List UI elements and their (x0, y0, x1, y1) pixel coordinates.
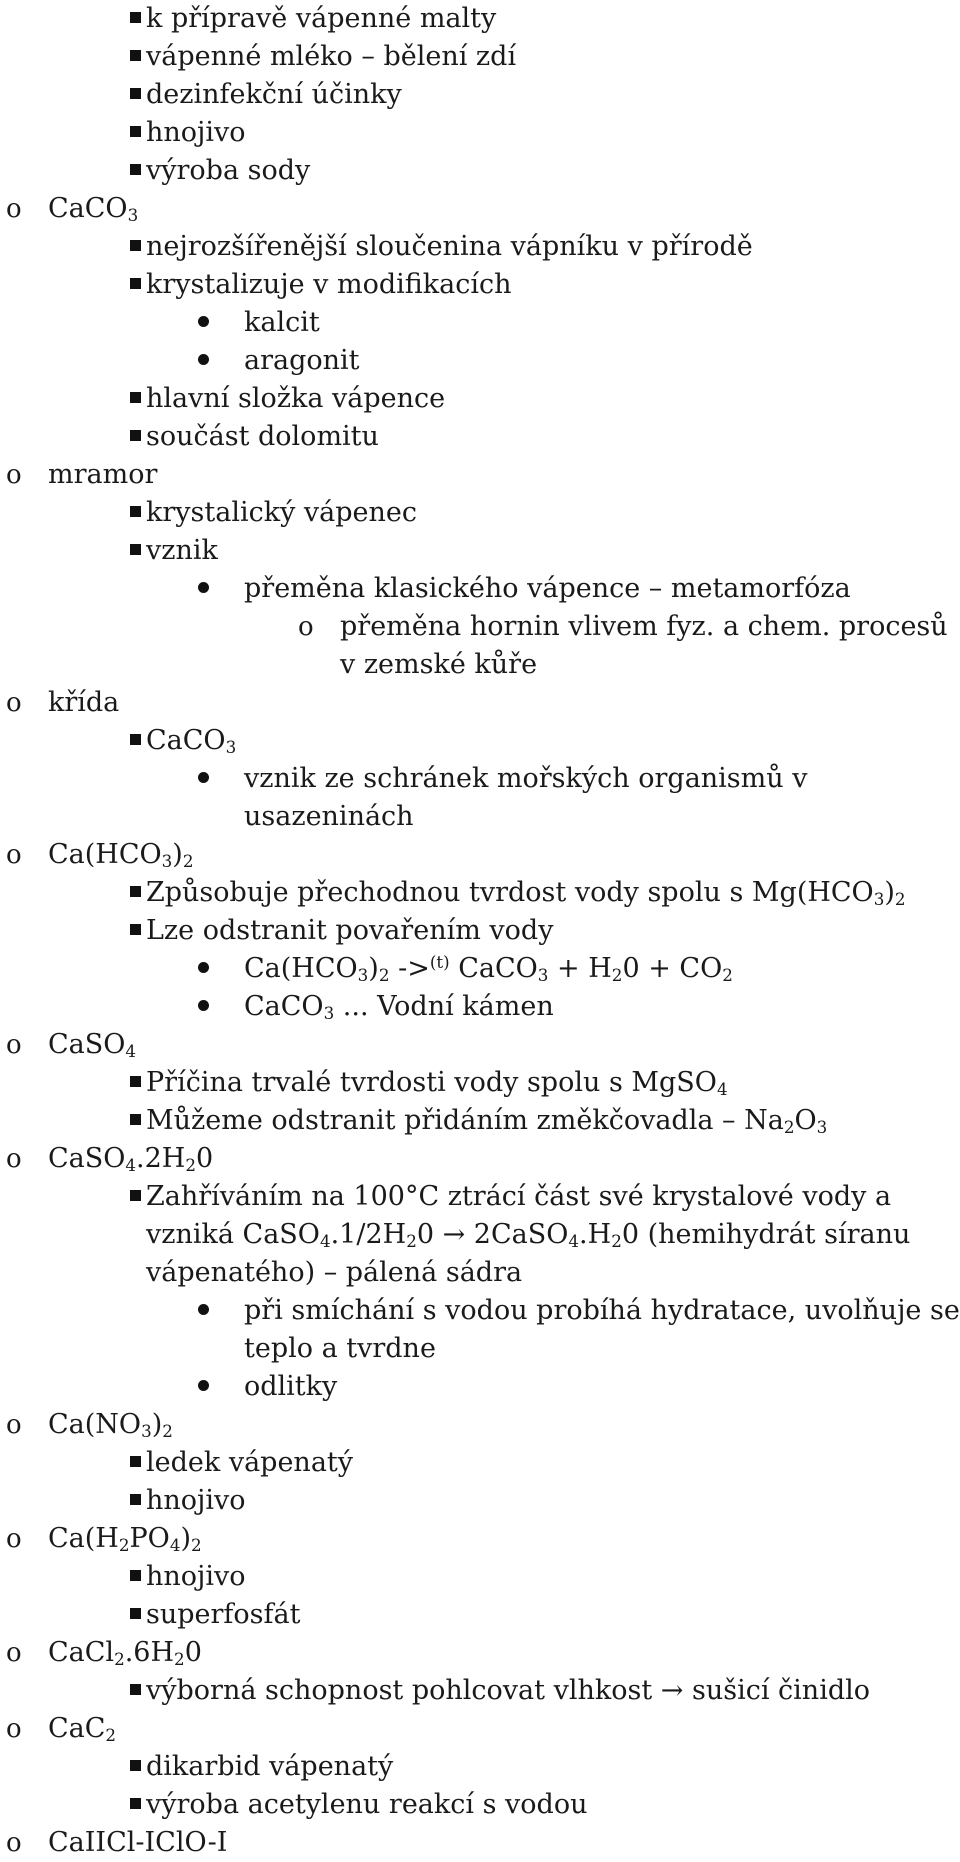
circle-bullet-icon: o (6, 1410, 22, 1440)
dot-bullet-icon (198, 582, 209, 593)
outline-item-text (244, 988, 554, 1026)
circle-bullet-icon: o (6, 1828, 22, 1858)
subscript-run: 2 (185, 1155, 197, 1176)
text-run: superfosfát (146, 1599, 301, 1630)
outline-item-text (146, 1254, 522, 1292)
square-bullet-icon (130, 1190, 141, 1201)
outline-item (0, 760, 960, 798)
subscript-run: 2 (162, 1421, 173, 1442)
text-run: .H (579, 1219, 612, 1250)
outline-item-text (146, 1558, 246, 1596)
outline-item-text (48, 190, 138, 228)
text-run: Lze odstranit povařením vody (146, 915, 554, 946)
outline-item (0, 1292, 960, 1330)
text-run: Ca(NO (48, 1409, 142, 1440)
subscript-run: 3 (127, 205, 139, 226)
text-run: CaIICl-IClO-I (48, 1827, 228, 1858)
text-run: vápenatého) – pálená sádra (146, 1257, 523, 1288)
outline-item (0, 1596, 960, 1634)
text-run: hnojivo (146, 1561, 246, 1592)
outline-item (0, 456, 960, 494)
text-run: 0 (196, 1143, 214, 1174)
text-run: Můžeme odstranit přidáním změkčovadla – Na (146, 1105, 784, 1136)
text-run: CaSO (48, 1029, 126, 1060)
subscript-run: 3 (323, 1003, 335, 1024)
outline-item-text (146, 76, 402, 114)
outline-item (0, 1368, 960, 1406)
outline-item-text (48, 836, 194, 874)
outline-item-text (48, 1634, 202, 1672)
outline-item (0, 684, 960, 722)
outline-item-text (244, 304, 320, 342)
outline-item-text (244, 950, 733, 988)
text-run: výborná schopnost pohlcovat vlhkost → sušicí činidlo (146, 1675, 871, 1706)
text-run: .6H (124, 1637, 175, 1668)
text-run: výroba acetylenu reakcí s vodou (146, 1789, 588, 1820)
text-run: Příčina trvalé tvrdosti vody spolu s MgSO (146, 1067, 717, 1098)
outline-item (0, 1748, 960, 1786)
text-run: Způsobuje přechodnou tvrdost vody spolu s Mg(HCO (146, 877, 874, 908)
text-run: vzniká CaSO (146, 1219, 320, 1250)
outline-item (0, 494, 960, 532)
outline-item (0, 1064, 960, 1102)
text-run: teplo a tvrdne (244, 1333, 436, 1364)
dot-bullet-icon (198, 962, 209, 973)
outline-item-text (146, 266, 512, 304)
text-run: -> (389, 953, 430, 984)
outline-item-text (146, 874, 906, 912)
dot-bullet-icon (198, 1304, 209, 1315)
outline-item (0, 874, 960, 912)
outline-item-text (244, 342, 360, 380)
subscript-run: 3 (873, 889, 885, 910)
subscript-run: 2 (611, 1231, 622, 1252)
text-run: hnojivo (146, 1485, 246, 1516)
outline-item (0, 0, 960, 38)
outline-item (0, 1786, 960, 1824)
subscript-run: 2 (722, 965, 733, 986)
outline-item-text (146, 1748, 393, 1786)
outline-item (0, 304, 960, 342)
outline-item (0, 380, 960, 418)
subscript-run: 4 (125, 1155, 137, 1176)
text-run: výroba sody (146, 155, 311, 186)
text-run: aragonit (244, 345, 360, 376)
outline-item-text (244, 1368, 337, 1406)
outline-item-text (48, 1140, 213, 1178)
supscript-run: (t) (429, 951, 450, 972)
text-run: ) (884, 877, 895, 908)
outline-item (0, 1406, 960, 1444)
outline-item (0, 1178, 960, 1216)
subscript-run: 2 (378, 965, 390, 986)
subscript-run: 2 (191, 1535, 202, 1556)
text-run: vznik (146, 535, 218, 566)
outline-item (0, 1672, 960, 1710)
square-bullet-icon (130, 392, 141, 403)
square-bullet-icon (130, 88, 141, 99)
text-run: k přípravě vápenné malty (146, 3, 497, 34)
subscript-run: 3 (225, 737, 237, 758)
outline-item (0, 1026, 960, 1064)
outline-item-text (244, 1330, 436, 1368)
outline-item-text (48, 1406, 173, 1444)
square-bullet-icon (130, 544, 141, 555)
outline-item (0, 1824, 960, 1862)
subscript-run: 3 (357, 965, 369, 986)
text-run: ) (172, 839, 183, 870)
subscript-run: 4 (568, 1231, 580, 1252)
dot-bullet-icon (198, 1380, 209, 1391)
subscript-run: 4 (716, 1079, 728, 1100)
outline-item (0, 798, 960, 836)
text-run: vápenné mléko – bělení zdí (146, 41, 517, 72)
subscript-run: 3 (161, 851, 173, 872)
outline-item (0, 1520, 960, 1558)
square-bullet-icon (130, 1608, 141, 1619)
outline-item-text (244, 570, 851, 608)
subscript-run: 2 (406, 1231, 417, 1252)
subscript-run: 2 (105, 1725, 117, 1746)
text-run: ) (151, 1409, 163, 1440)
text-run: PO (129, 1523, 170, 1554)
text-run: součást dolomitu (146, 421, 379, 452)
outline-item (0, 76, 960, 114)
subscript-run: 3 (537, 965, 549, 986)
square-bullet-icon (130, 50, 141, 61)
square-bullet-icon (130, 430, 141, 441)
outline-item-text (146, 1064, 728, 1102)
square-bullet-icon (130, 1076, 141, 1087)
text-run: 0 (184, 1637, 202, 1668)
outline-item (0, 1634, 960, 1672)
outline-item-text (340, 646, 537, 684)
outline-item-text (244, 1292, 960, 1330)
subscript-run: 2 (174, 1649, 185, 1670)
square-bullet-icon (130, 1114, 141, 1125)
text-run: hnojivo (146, 117, 246, 148)
square-bullet-icon (130, 1456, 141, 1467)
subscript-run: 3 (141, 1421, 152, 1442)
outline-item-text (146, 152, 310, 190)
outline-item (0, 722, 960, 760)
outline-item-text (146, 418, 379, 456)
subscript-run: 2 (114, 1649, 125, 1670)
outline-item-text (48, 1520, 202, 1558)
outline-item-text (146, 1482, 246, 1520)
text-run: usazeninách (244, 801, 414, 832)
text-run: nejrozšířenější sloučenina vápníku v přírodě (146, 231, 753, 262)
square-bullet-icon (130, 886, 141, 897)
text-run: ... Vodní kámen (334, 991, 554, 1022)
outline-item (0, 228, 960, 266)
outline-item-text (48, 1824, 227, 1862)
circle-bullet-icon: o (298, 612, 314, 642)
outline-item-text (48, 684, 119, 722)
square-bullet-icon (130, 240, 141, 251)
square-bullet-icon (130, 1684, 141, 1695)
outline-item (0, 1216, 960, 1254)
outline-item (0, 836, 960, 874)
circle-bullet-icon: o (6, 840, 22, 870)
text-run: vznik ze schránek mořských organismů v (244, 763, 808, 794)
outline-item-text (146, 1786, 587, 1824)
text-run: ) (180, 1523, 192, 1554)
subscript-run: 3 (816, 1117, 828, 1138)
square-bullet-icon (130, 1570, 141, 1581)
outline-item-text (146, 228, 753, 266)
outline-item-text (48, 1710, 116, 1748)
outline-item-text (146, 912, 553, 950)
outline-item (0, 988, 960, 1026)
text-run: CaCO (146, 725, 226, 756)
text-run: Ca(H (48, 1523, 119, 1554)
outline-item (0, 1330, 960, 1368)
circle-bullet-icon: o (6, 460, 22, 490)
outline-item (0, 646, 960, 684)
outline-item (0, 950, 960, 988)
text-run: krystalizuje v modifikacích (146, 269, 512, 300)
outline-item-text (48, 1026, 136, 1064)
dot-bullet-icon (198, 1000, 209, 1011)
text-run: dikarbid vápenatý (146, 1751, 394, 1782)
text-run: CaCO (48, 193, 128, 224)
square-bullet-icon (130, 1494, 141, 1505)
subscript-run: 2 (611, 965, 623, 986)
outline-item-text (146, 494, 417, 532)
outline-item (0, 190, 960, 228)
dot-bullet-icon (198, 354, 209, 365)
text-run: přeměna hornin vlivem fyz. a chem. procesů (340, 611, 948, 642)
outline-item (0, 418, 960, 456)
text-run: 0 + CO (622, 953, 723, 984)
square-bullet-icon (130, 734, 141, 745)
dot-bullet-icon (198, 316, 209, 327)
text-run: přeměna klasického vápence – metamorfóza (244, 573, 851, 604)
square-bullet-icon (130, 1798, 141, 1809)
circle-bullet-icon: o (6, 1144, 22, 1174)
outline-item (0, 1710, 960, 1748)
circle-bullet-icon: o (6, 1030, 22, 1060)
outline-item (0, 342, 960, 380)
text-run: CaC (48, 1713, 106, 1744)
outline-item-text (146, 0, 496, 38)
text-run: Zahříváním na 100°C ztrácí část své krystalové vody a (146, 1181, 892, 1212)
text-run: .1/2H (330, 1219, 407, 1250)
outline-item (0, 1482, 960, 1520)
text-run: odlitky (244, 1371, 338, 1402)
text-run: + H (548, 953, 612, 984)
text-run: CaCO (449, 953, 538, 984)
outline-item-text (146, 1216, 910, 1254)
outline-item (0, 1444, 960, 1482)
circle-bullet-icon: o (6, 194, 22, 224)
outline-item-text (146, 1102, 827, 1140)
square-bullet-icon (130, 126, 141, 137)
text-run: v zemské kůře (340, 649, 538, 680)
circle-bullet-icon: o (6, 1638, 22, 1668)
outline-item-text (146, 532, 218, 570)
text-run: krystalický vápenec (146, 497, 418, 528)
text-run: mramor (48, 459, 158, 490)
outline-item-text (146, 1444, 353, 1482)
text-run: O (794, 1105, 817, 1136)
outline-item-text (146, 722, 236, 760)
square-bullet-icon (130, 1760, 141, 1771)
subscript-run: 4 (169, 1535, 181, 1556)
circle-bullet-icon: o (6, 1524, 22, 1554)
square-bullet-icon (130, 278, 141, 289)
subscript-run: 2 (894, 889, 906, 910)
circle-bullet-icon: o (6, 688, 22, 718)
outline-item-text (146, 380, 445, 418)
outline-item (0, 532, 960, 570)
dot-bullet-icon (198, 772, 209, 783)
outline-item (0, 1140, 960, 1178)
outline-item (0, 1254, 960, 1292)
square-bullet-icon (130, 164, 141, 175)
subscript-run: 2 (118, 1535, 130, 1556)
text-run: ledek vápenatý (146, 1447, 354, 1478)
square-bullet-icon (130, 12, 141, 23)
outline-item-text (146, 1596, 300, 1634)
outline-item (0, 570, 960, 608)
outline-item-text (146, 1672, 870, 1710)
outline-item (0, 266, 960, 304)
circle-bullet-icon: o (6, 1714, 22, 1744)
subscript-run: 2 (182, 851, 194, 872)
text-run: CaCO (244, 991, 324, 1022)
outline-item-text (146, 1178, 891, 1216)
square-bullet-icon (130, 924, 141, 935)
outline-item-text (244, 798, 414, 836)
outline-item-text (48, 456, 157, 494)
outline-item (0, 152, 960, 190)
outline-item (0, 1558, 960, 1596)
subscript-run: 4 (125, 1041, 137, 1062)
text-run: .2H (136, 1143, 186, 1174)
outline-item (0, 38, 960, 76)
outline-item-text (244, 760, 808, 798)
text-run: Ca(HCO (244, 953, 358, 984)
text-run: křída (48, 687, 120, 718)
text-run: ) (368, 953, 379, 984)
text-run: CaCl (48, 1637, 115, 1668)
outline-item-text (146, 114, 246, 152)
outline-item (0, 114, 960, 152)
text-run: Ca(HCO (48, 839, 162, 870)
outline-item (0, 608, 960, 646)
text-run: při smíchání s vodou probíhá hydratace, uvolňuje se (244, 1295, 960, 1326)
text-run: 0 (hemihydrát síranu (621, 1219, 911, 1250)
subscript-run: 4 (319, 1231, 331, 1252)
text-run: hlavní složka vápence (146, 383, 446, 414)
outline-item (0, 912, 960, 950)
text-run: kalcit (244, 307, 320, 338)
square-bullet-icon (130, 506, 141, 517)
outline-item-text (340, 608, 948, 646)
text-run: CaSO (48, 1143, 126, 1174)
text-run: 0 → 2CaSO (416, 1219, 569, 1250)
outline-item-text (146, 38, 516, 76)
text-run: dezinfekční účinky (146, 79, 402, 110)
subscript-run: 2 (783, 1117, 795, 1138)
outline-item (0, 1102, 960, 1140)
